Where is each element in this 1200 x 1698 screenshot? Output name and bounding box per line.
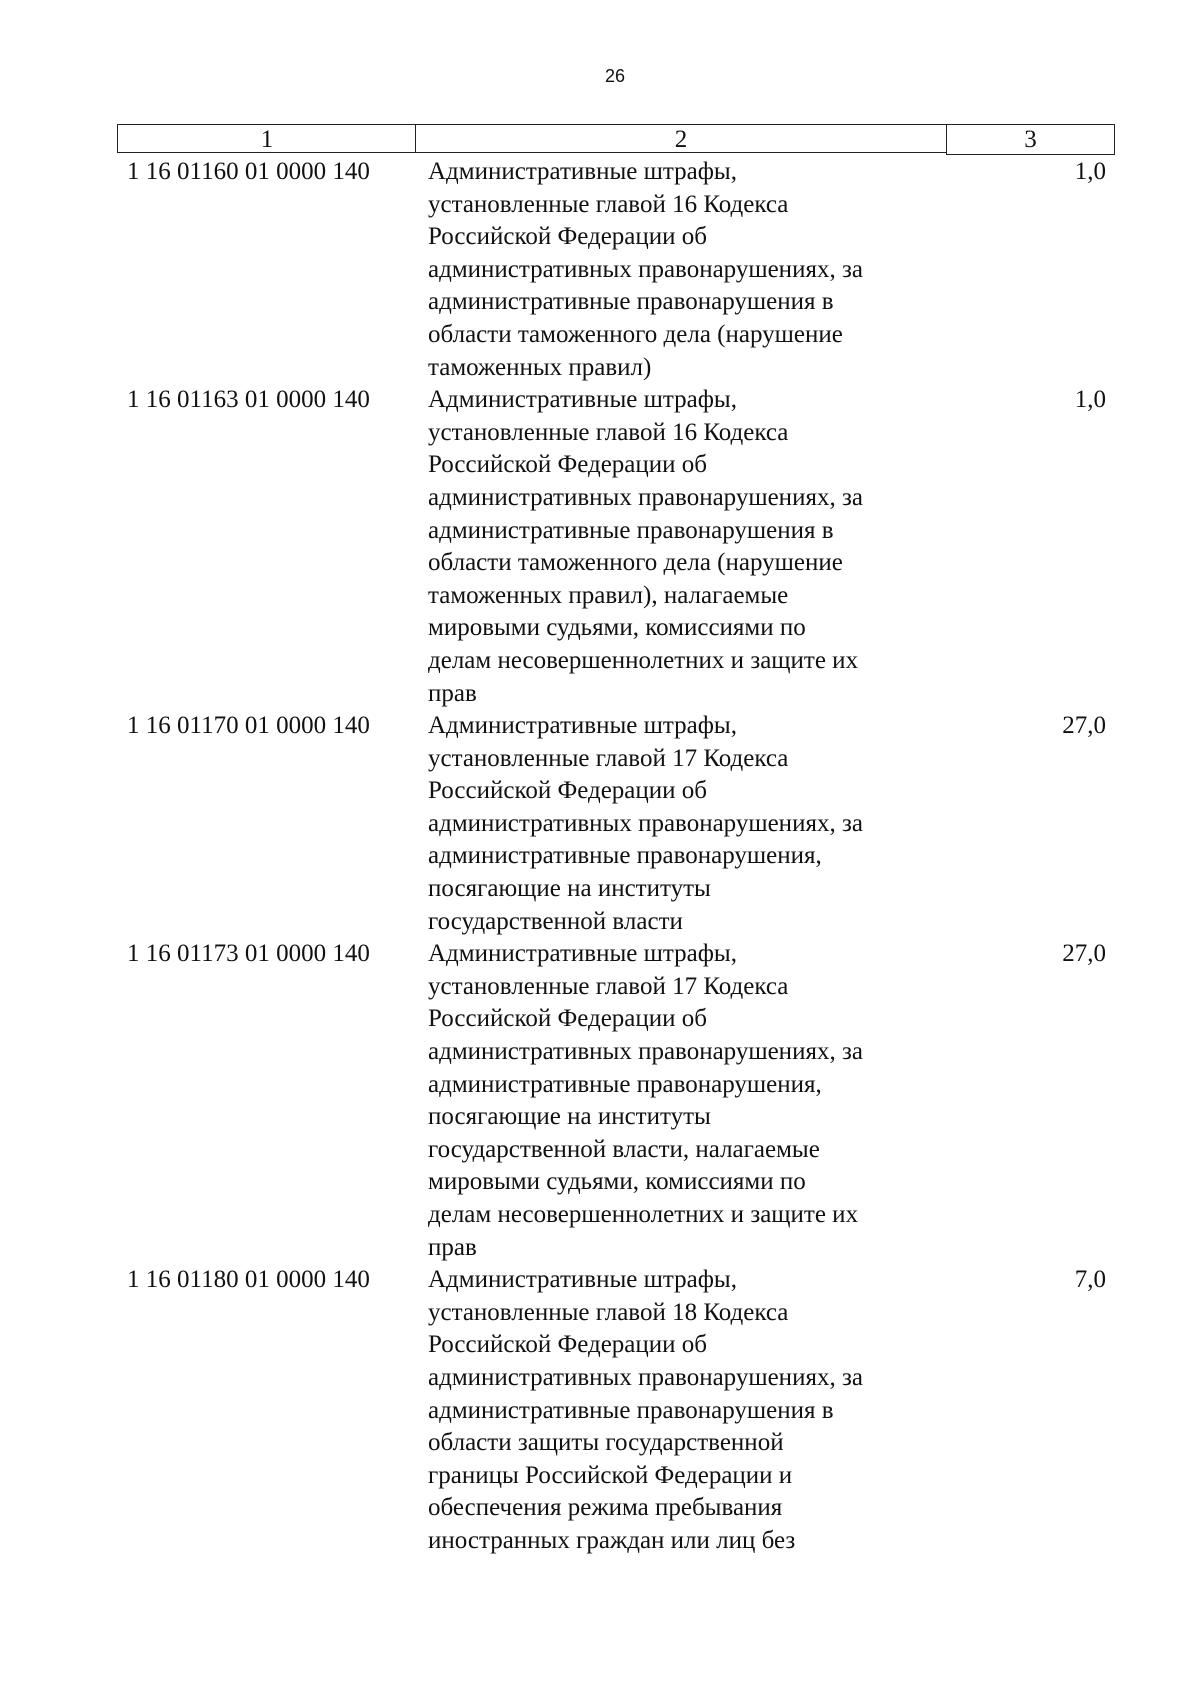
description-line: установленные главой 16 Кодекса (428, 418, 789, 446)
description-line: административных правонарушениях, за (428, 483, 863, 511)
description-line: административных правонарушениях, за (428, 1363, 863, 1391)
description-line: мировыми судьями, комиссиями по (428, 614, 806, 642)
row-description (428, 938, 928, 1264)
description-line: иностранных граждан или лиц без (428, 1526, 796, 1554)
description-line: административных правонарушениях, за (428, 255, 863, 283)
description-line: прав (428, 679, 477, 707)
description-line: установленные главой 16 Кодекса (428, 190, 789, 218)
description-line: Российской Федерации об (428, 223, 707, 251)
row-code: 1 16 01160 01 0000 140 (127, 158, 370, 185)
page-number: 26 (604, 66, 626, 86)
table-row (117, 156, 1116, 384)
description-line: обеспечения режима пребывания (428, 1494, 783, 1522)
header-cell-2: 2 (415, 124, 947, 153)
description-line: административные правонарушения в (428, 516, 834, 544)
row-code: 1 16 01163 01 0000 140 (127, 386, 370, 414)
description-line: Административные штрафы, (428, 158, 737, 185)
description-line: Административные штрафы, (428, 386, 737, 414)
table-row (117, 710, 1116, 938)
description-line: делам несовершеннолетних и защите их (428, 1201, 859, 1228)
description-line: государственной власти, налагаемые (428, 1135, 820, 1163)
header-cell-1: 1 (117, 124, 416, 153)
table-header-row (117, 124, 1116, 155)
row-amount: 27,0 (1062, 712, 1106, 740)
description-line: области таможенного дела (нарушение (428, 549, 843, 577)
description-line: области таможенного дела (нарушение (428, 320, 843, 348)
description-line: Административные штрафы, (428, 940, 737, 968)
row-amount: 1,0 (1074, 386, 1106, 414)
description-line: делам несовершеннолетних и защите их (428, 646, 859, 674)
description-line: Административные штрафы, (428, 712, 737, 740)
table-body (117, 156, 1116, 1558)
description-line: Российской Федерации об (428, 1331, 707, 1359)
description-line: посягающие на институты (428, 1103, 711, 1131)
description-line: Административные штрафы, (428, 1266, 737, 1294)
description-line: административные правонарушения, (428, 1070, 822, 1098)
row-code: 1 16 01173 01 0000 140 (127, 940, 370, 968)
description-line: области защиты государственной (428, 1429, 784, 1457)
row-amount: 27,0 (1062, 940, 1106, 968)
description-line: границы Российской Федерации и (428, 1461, 793, 1489)
table-row (117, 384, 1116, 710)
row-amount: 7,0 (1074, 1266, 1106, 1294)
description-line: Российской Федерации об (428, 451, 707, 479)
description-line: административные правонарушения в (428, 1396, 834, 1424)
description-line: административных правонарушениях, за (428, 1038, 863, 1066)
row-code: 1 16 01180 01 0000 140 (127, 1266, 370, 1294)
description-line: таможенных правил) (428, 353, 652, 381)
row-code: 1 16 01170 01 0000 140 (127, 712, 370, 740)
description-line: установленные главой 17 Кодекса (428, 972, 789, 1000)
table-row (117, 1264, 1116, 1557)
description-line: установленные главой 17 Кодекса (428, 744, 789, 772)
description-line: Российской Федерации об (428, 777, 707, 805)
description-line: административные правонарушения, (428, 842, 822, 870)
row-description (428, 710, 928, 938)
description-line: административные правонарушения в (428, 288, 834, 316)
description-line: мировыми судьями, комиссиями по (428, 1168, 806, 1196)
row-description (428, 156, 928, 384)
description-line: таможенных правил), налагаемые (428, 581, 789, 609)
description-line: государственной власти (428, 907, 683, 935)
row-description (428, 384, 928, 710)
description-line: прав (428, 1233, 477, 1261)
table-row (117, 938, 1116, 1264)
description-line: административных правонарушениях, за (428, 809, 863, 837)
description-line: установленные главой 18 Кодекса (428, 1298, 789, 1326)
description-line: посягающие на институты (428, 875, 711, 903)
description-line: Российской Федерации об (428, 1005, 707, 1033)
header-cell-3: 3 (946, 124, 1115, 155)
row-description (428, 1264, 928, 1557)
row-amount: 1,0 (1074, 158, 1106, 185)
